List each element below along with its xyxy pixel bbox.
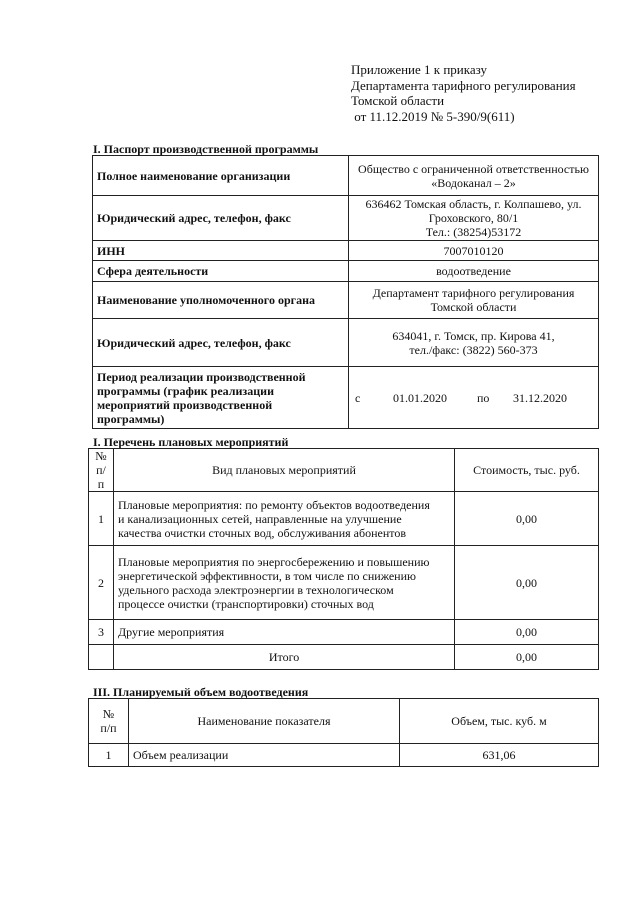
- label-line: программы (график реализации: [97, 383, 274, 398]
- row-num: 1: [89, 744, 129, 767]
- value-line: Общество с ограниченной ответственностью: [358, 161, 589, 176]
- row-cost: 0,00: [455, 492, 599, 546]
- row-text: [114, 546, 455, 620]
- label-line: мероприятий производственной: [97, 397, 273, 412]
- section1-title: I. Паспорт производственной программы: [93, 142, 319, 156]
- passport-row: [93, 241, 599, 261]
- row-label: Сфера деятельности: [93, 261, 349, 282]
- value-line: Департамент тарифного регулирования: [372, 286, 575, 300]
- row-cost: 0,00: [455, 546, 599, 620]
- text-line: качества очистки сточных вод, обслуживания абонентов: [118, 525, 407, 540]
- section2-title: I. Перечень плановых мероприятий: [93, 435, 289, 449]
- text-line: процессе очистки (транспортировки) сточных вод: [118, 596, 374, 611]
- text-line: Плановые мероприятия по энергосбережению и повышению: [118, 554, 430, 569]
- period-label: [93, 367, 349, 429]
- value-line: Томской области: [430, 300, 517, 314]
- period-from-word: с: [355, 390, 361, 405]
- passport-row: [93, 261, 599, 282]
- header-num-line: №: [95, 449, 107, 463]
- row-num: 3: [89, 620, 114, 645]
- header-num-line: п/п: [96, 463, 106, 491]
- header-volume: Объем, тыс. куб. м: [400, 699, 599, 744]
- appendix-line: от 11.12.2019 № 5-390/9(611): [351, 108, 515, 124]
- row-value: 631,06: [400, 744, 599, 767]
- passport-table: [92, 155, 599, 429]
- passport-row: [93, 319, 599, 367]
- total-label: Итого: [114, 645, 455, 670]
- row-name: Объем реализации: [129, 744, 400, 767]
- text-line: удельного расхода электроэнергии в технологическом: [118, 582, 394, 597]
- table-row: [89, 492, 599, 546]
- row-num: 2: [89, 546, 114, 620]
- period-value: [349, 367, 599, 429]
- period-to-date: 31.12.2020: [513, 390, 567, 405]
- header-name: Вид плановых мероприятий: [114, 449, 455, 492]
- header-cost: Стоимость, тыс. руб.: [455, 449, 599, 492]
- header-num: [89, 699, 129, 744]
- appendix-line: Томской области: [351, 93, 445, 108]
- total-num-empty: [89, 645, 114, 670]
- label-line: программы): [97, 411, 165, 426]
- row-label: Юридический адрес, телефон, факс: [93, 319, 349, 367]
- row-value: [349, 282, 599, 319]
- period-from-date: 01.01.2020: [393, 390, 447, 405]
- value-line: Тел.: (38254)53172: [425, 225, 522, 239]
- text-line: энергетической эффективности, в том числе по снижению: [118, 568, 416, 583]
- table-row: [89, 546, 599, 620]
- row-label: Юридический адрес, телефон, факс: [93, 196, 349, 241]
- value-line: тел./факс: (3822) 560-373: [409, 342, 538, 357]
- header-num-line: п/п: [100, 721, 117, 735]
- volume-table: [88, 698, 599, 767]
- section3-title: III. Планируемый объем водоотведения: [93, 685, 309, 699]
- row-label: ИНН: [93, 241, 349, 261]
- row-value: водоотведение: [349, 261, 599, 282]
- row-num: 1: [89, 492, 114, 546]
- appendix-line: Приложение 1 к приказу: [351, 62, 488, 77]
- appendix-line: Департамента тарифного регулирования: [351, 77, 576, 93]
- table-row: [89, 744, 599, 767]
- total-row: [89, 645, 599, 670]
- row-value: 7007010120: [349, 241, 599, 261]
- row-cost: 0,00: [455, 620, 599, 645]
- row-value: [349, 319, 599, 367]
- measures-table: [88, 448, 599, 670]
- value-line: 636462 Томская область, г. Колпашево, ул.: [365, 197, 582, 211]
- value-line: 634041, г. Томск, пр. Кирова 41,: [392, 328, 555, 343]
- passport-row: [93, 156, 599, 196]
- row-value: [349, 156, 599, 196]
- header-num: [89, 449, 114, 492]
- row-label: Наименование уполномоченного органа: [93, 282, 349, 319]
- label-line: Период реализации производственной: [97, 369, 306, 384]
- period-row: [93, 367, 599, 429]
- row-label: Полное наименование организации: [93, 156, 349, 196]
- appendix-header: [351, 62, 621, 124]
- row-value: [349, 196, 599, 241]
- table-row: [89, 620, 599, 645]
- value-line: Гроховского, 80/1: [428, 211, 519, 225]
- row-text: Другие мероприятия: [114, 620, 455, 645]
- period-dates: [353, 391, 594, 405]
- text-line: и канализационных сетей, направленные на улучшение: [118, 511, 402, 526]
- value-line: «Водоканал – 2»: [431, 175, 516, 190]
- period-to-word: по: [477, 390, 490, 405]
- volume-header-row: [89, 699, 599, 744]
- header-name: Наименование показателя: [129, 699, 400, 744]
- passport-row: [93, 196, 599, 241]
- header-num-line: №: [102, 707, 115, 721]
- row-text: [114, 492, 455, 546]
- measures-header-row: [89, 449, 599, 492]
- total-value: 0,00: [455, 645, 599, 670]
- passport-row: [93, 282, 599, 319]
- text-line: Плановые мероприятия: по ремонту объектов водоотведения: [118, 497, 430, 512]
